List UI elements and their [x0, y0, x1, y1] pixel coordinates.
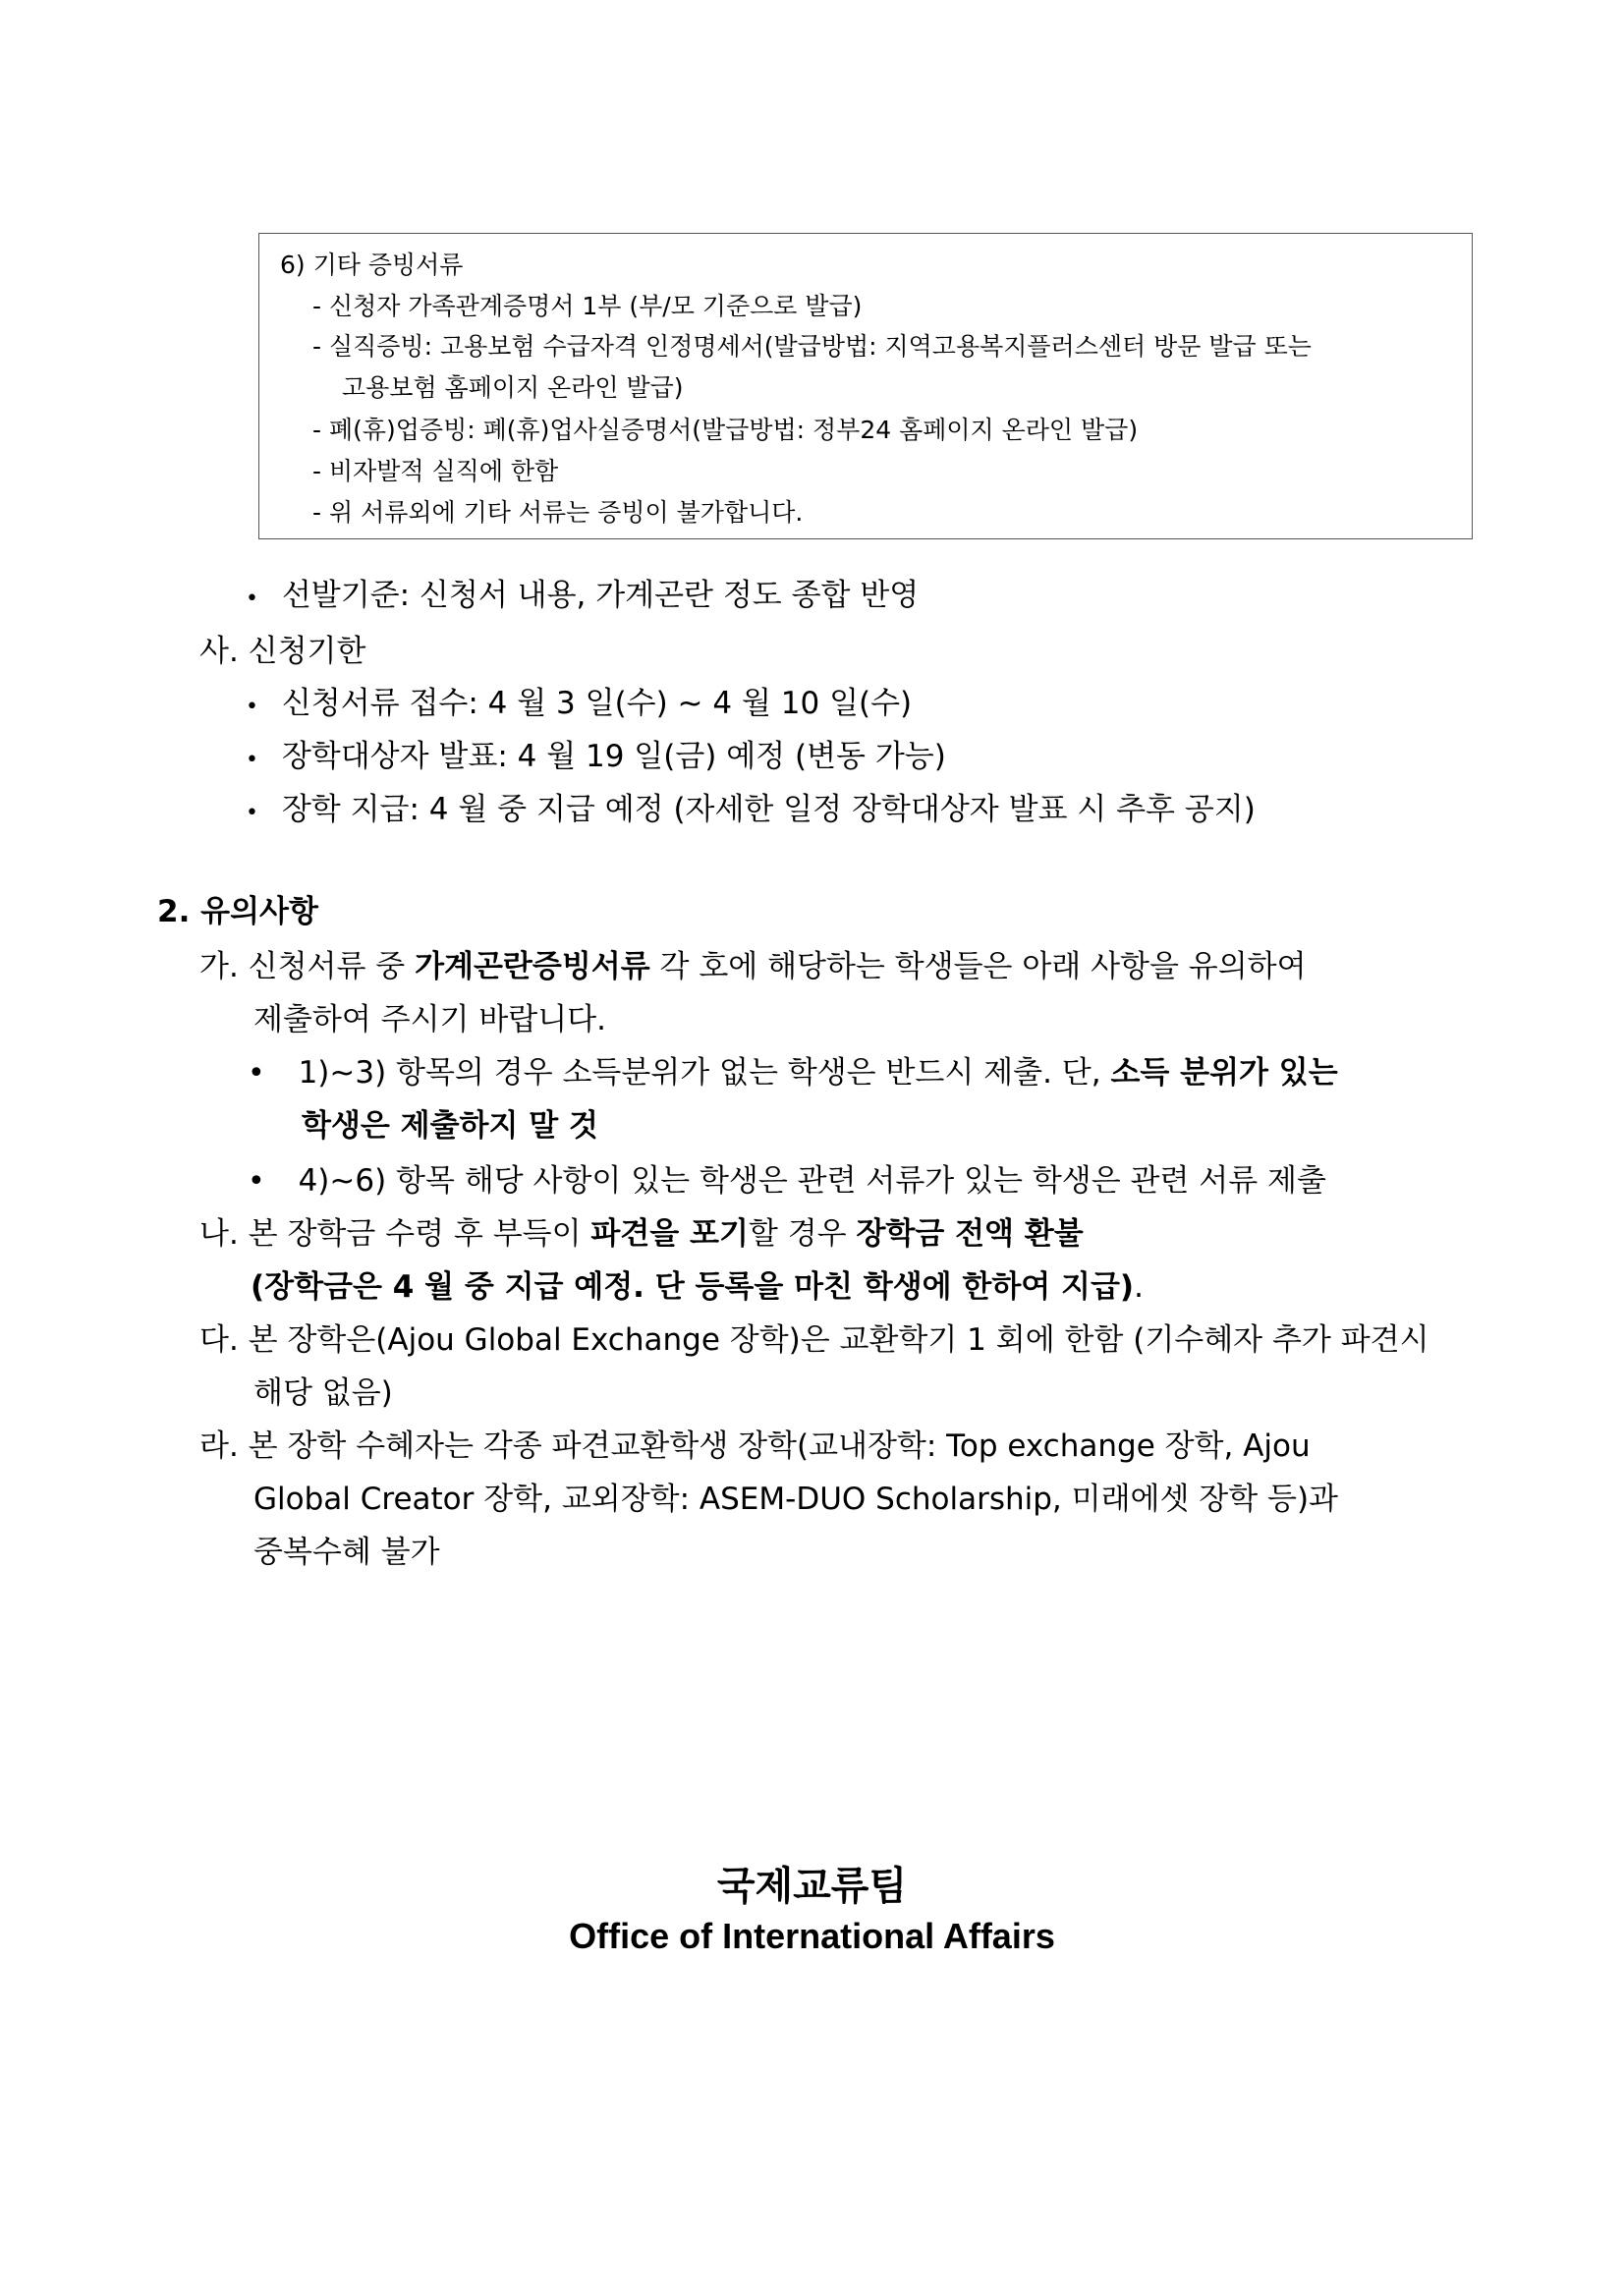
bullet-icon: • — [248, 1164, 265, 1199]
selection-criteria-text: 선발기준: 신청서 내용, 가계곤란 정도 종합 반영 — [281, 578, 920, 613]
deadline-payment-text: 장학 지급: 4 월 중 지급 예정 (자세한 일정 장학대상자 발표 시 추후 공지) — [281, 792, 1256, 827]
note-ga-bullet1-line2: 학생은 제출하지 말 것 — [302, 1108, 598, 1144]
note-ga-bold: 가계곤란증빙서류 — [415, 949, 650, 984]
note-da-line2: 해당 없음) — [253, 1375, 393, 1411]
box-item-notice: - 위 서류외에 기타 서류는 증빙이 불가합니다. — [312, 498, 804, 527]
bullet-icon: • — [248, 1056, 265, 1091]
section-deadline-label: 사. 신청기한 — [199, 634, 366, 669]
note-na-text1: 나. 본 장학금 수령 후 부득이 — [199, 1216, 591, 1252]
deadline-announcement-text: 장학대상자 발표: 4 월 19 일(금) 예정 (변동 가능) — [281, 739, 946, 774]
deadline-item-announcement — [246, 731, 946, 775]
notes-heading: 2. 유의사항 — [157, 894, 318, 929]
note-da-line1: 다. 본 장학은(Ajou Global Exchange 장학)은 교환학기 1 회에 한함 (기수혜자 추가 파견시 — [199, 1322, 1429, 1358]
selection-criteria — [246, 570, 919, 614]
note-ga-bullet1-text: 1)~3) 항목의 경우 소득분위가 없는 학생은 반드시 제출. 단, — [298, 1055, 1111, 1091]
note-ga-prefix: 가. 신청서류 중 — [199, 949, 416, 984]
note-ga-line2: 제출하여 주시기 바랍니다. — [253, 1002, 606, 1037]
box-item-unemployment — [312, 327, 1462, 363]
note-ga-bullet1 — [248, 1047, 1338, 1092]
bullet-icon: • — [246, 801, 258, 825]
bullet-icon: • — [246, 695, 258, 719]
note-na-line2-end: . — [1134, 1269, 1144, 1305]
box-item-unemployment-text: - 실직증빙: 고용보험 수급자격 인정명세서(발급방법: 지역고용복지플러스센터 방문 발급 또는 — [312, 332, 1312, 361]
footer-english: Office of International Affairs — [569, 1916, 1055, 1956]
note-ga-bullet2-text: 4)~6) 항목 해당 사항이 있는 학생은 관련 서류가 있는 학생은 관련 서류 제출 — [298, 1163, 1326, 1199]
note-ga-bullet1-bold: 소득 분위가 있는 — [1110, 1055, 1338, 1091]
note-na-line2-bold: (장학금은 4 월 중 지급 예정. 단 등록을 마친 학생에 한하여 지급) — [251, 1269, 1135, 1305]
note-ga-bullet2 — [248, 1155, 1326, 1200]
note-na-bold1: 파견을 포기 — [590, 1216, 749, 1252]
deadline-item-payment — [246, 784, 1256, 828]
note-na-line2 — [251, 1261, 1144, 1306]
note-ra-line3: 중복수혜 불가 — [253, 1535, 440, 1570]
note-ra-line2: Global Creator 장학, 교외장학: ASEM-DUO Scholarship, 미래에셋 장학 등)과 — [253, 1482, 1338, 1517]
note-na-line1 — [199, 1208, 1084, 1253]
note-na-bold2: 장학금 전액 환불 — [856, 1216, 1084, 1252]
deadline-submission-text: 신청서류 접수: 4 월 3 일(수) ~ 4 월 10 일(수) — [281, 686, 913, 721]
box-item-unemployment-cont: 고용보험 홈페이지 온라인 발급) — [342, 373, 684, 402]
bullet-icon: • — [246, 587, 258, 611]
box-item-closure: - 폐(휴)업증빙: 폐(휴)업사실증명서(발급방법: 정부24 홈페이지 온라인 발급) — [312, 416, 1139, 444]
note-na-text2: 할 경우 — [748, 1216, 857, 1252]
box-item-involuntary: - 비자발적 실직에 한함 — [312, 457, 559, 485]
deadline-item-submission — [246, 678, 912, 722]
note-ga-line1 — [199, 941, 1307, 985]
note-ra-line1: 라. 본 장학 수혜자는 각종 파견교환학생 장학(교내장학: Top exchange 장학, Ajou — [199, 1428, 1311, 1464]
box-item-family: - 신청자 가족관계증명서 1부 (부/모 기준으로 발급) — [312, 292, 863, 320]
note-ga-suffix: 각 호에 해당하는 학생들은 아래 사항을 유의하여 — [649, 949, 1307, 984]
footer-korean: 국제교류팀 — [716, 1864, 908, 1909]
bullet-icon: • — [246, 748, 258, 772]
box-title: 6) 기타 증빙서류 — [280, 251, 464, 279]
